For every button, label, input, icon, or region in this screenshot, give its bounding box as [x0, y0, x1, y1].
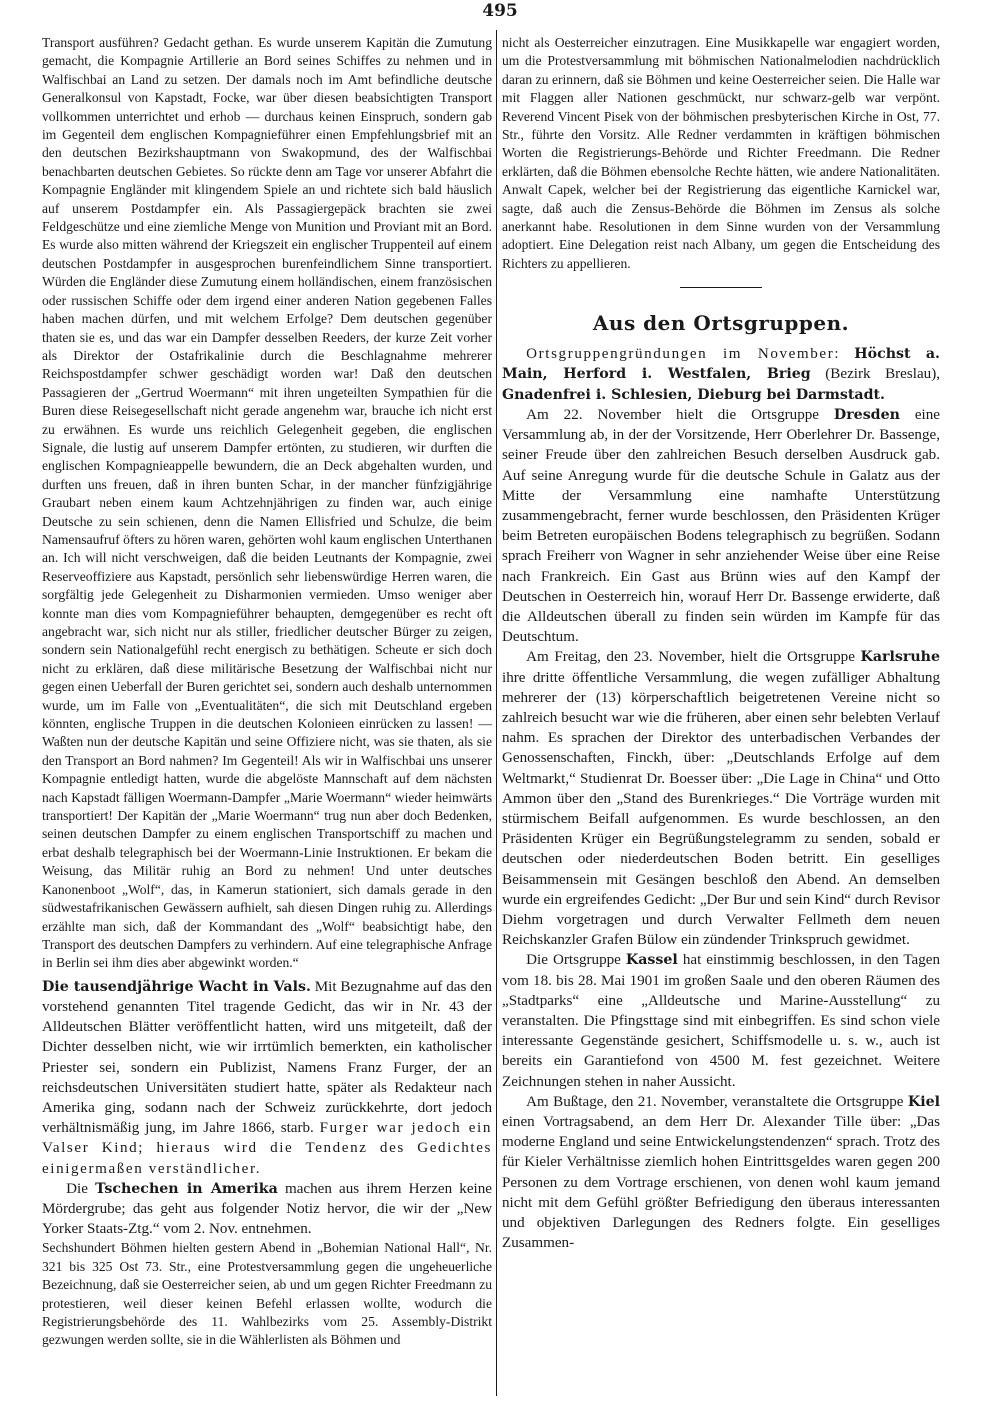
left-column [42, 34, 492, 1396]
karlsruhe-name: Karlsruhe [860, 649, 940, 666]
kassel-name: Kassel [625, 952, 678, 969]
kassel-text: hat einstimmig beschlossen, in den Tagen vom 18. bis 28. Mai 1901 im großen Saale und den oberen Räumen des „Stadtparks“ eine „Alldeutsche und Marine-Ausstellung“ zu veranstalten. Die Pfingsttage sind mit einbegriffen. Es sind schon viele interessante Gegenstände gesichert, Schiffsmodelle u. s. w., auch ist bereits ein Garantiefond von 4500 M. fest gezeichnet. Weitere Zeichnungen stehen in naher Aussicht. [502, 952, 940, 1090]
founding-paragraph [502, 344, 940, 405]
dresden-name: Dresden [833, 406, 900, 423]
quoted-report-text: Transport ausführen? Gedacht gethan. Es wurde unserem Kapitän die Zumutung gemacht, die Kompagnie Artillerie an Bord seines Schiffes zu nehmen und in Walfischbai an Land zu setzen. Der damals noch im Amt befindliche deutsche Generalkonsul von Kapstadt, Focke, war über diesen beabsichtigten Transport vollkommen unterrichtet und erhob — durchaus keinen Einspruch, sondern gab im Gegenteil dem englischen Kompagnieführer einen Empfehlungsbrief mit an den deutschen Bezirkshauptmann von Swakopmund, des der Walfischbai benachbarten deutschen Gebietes. So rückte denn am Tage vor unserer Abfahrt die Kompagnie Engländer mit klingendem Spiele an und richtete sich bald häuslich auf unserem Postdampfer ein. Als Passagiergepäck brachten sie zwei Feldgeschütze und eine ziemliche Menge von Munition und Proviant mit an Bord. Es wurde also mitten während der Kriegszeit ein englischer Truppenteil auf einem deutschen Postdampfer in ausgesprochen burenfeindlichem Sinne transportiert. Würden die Engländer diese Zumutung einem holländischen, einem französischen oder russischen Schiffe oder dem irgend einer anderen Nation gegebenen Falles haben machen dürfen, und mit welchem Erfolge? Dem deutschen gegenüber thaten sie es, und das war ein Dampfer desselben Reeders, der kurze Zeit vorher als Direktor der Ostafrikalinie durch die Beschlagnahme mehrerer Reichspostdampfer schwer geschädigt worden war! Daß den deutschen Passagieren der „Gertrud Woermann“ mit ihren ungeteilten Sympathien für die Buren diese Reisegesellschaft nicht gerade angenehm war, brauche ich nicht erst zu erwähnen. Es wurde uns reichlich Gelegenheit gegeben, die englischen Signale, die lustig auf unserem Dampfer ertönten, zu studieren, wir durften die englischen Kompagnieappelle bewundern, die an Deck abgehalten wurden, und durften uns freuen, daß in ihren bunten Schar, in der mancher fünfzigjährige Graubart neben einem kaum Achtzehnjährigen zu finden war, auch einige Deutsche zu sein schienen, denn die Namen Ellisfried und Schulze, die beim Namensaufruf öfters zu hören waren, gehörten wohl kaum englischen Unterthanen an. Ich will nicht verschweigen, daß die beiden Leutnants der Kompagnie, zwei Reserveoffiziere aus Kapstadt, persönlich sehr liebenswürdige Herren waren, die sorgfältig jede Gelegenheit zu Disharmonien vermieden. Umso weniger aber konnte man dies vom Kompagnieführer behaupten, demgegenüber es recht oft angebracht war, sich nicht nur als stiller, friedlicher deutscher Bürger zu zeigen, sondern sein Nationalgefühl recht energisch zu bethätigen. Scheute er sich doch nicht zu erklären, daß diese militärische Besetzung der Walfischbai nicht nur gegen einen Ueberfall der Buren gerichtet sei, sondern auch deshalb unternommen wurde, um im Falle von „Eventualitäten“, die sich mit Deutschland ergeben könnten, englische Truppen in die deutschen Kolonieen einrücken zu lassen! — Waßten nun der deutsche Kapitän und seine Offiziere nicht, was sie thaten, als sie den Transport an Bord nahmen? Im Gegenteil! Als wir in Walfischbai uns unserer Kompagnie entledigt hatten, wurde die abgelöste Mannschaft auf dem nächsten nach Kapstadt fälligen Woermann-Dampfer „Marie Woermann“ wieder heimwärts transportiert! Der Kapitän der „Marie Woermann“ trug nun aber doch Bedenken, seinen deutschen Dampfer zu einem englischen Transportschiff zu machen und erbat deshalb telegraphisch bei der Woermann-Linie Instruktionen. Er bekam die Weisung, das Militär ruhig an Bord zu nehmen! Und unter deutsches Kanonenboot „Wolf“, das, in Kamerun stationiert, sich damals gerade in den südwestafrikanischen Gewässern aufhielt, sah diesen Dingen ruhig zu. Allerdings erzählte man sich, daß der Kommandant des „Wolf“ beabsichtigt habe, den Transport des deutschen Dampfers zu verhindern. Auf eine telegraphische Anfrage in Berlin sei ihm dies aber abgewinkt worden.“ [42, 35, 492, 971]
wacht-text: Mit Bezugnahme auf das den vorstehend genannten Titel tragende Gedicht, das wir in Nr. 43 der Alldeutschen Blätter veröffentlicht hatten, wird uns mitgeteilt, daß der Dichter desselben nicht, wie wir irrtümlich bemerkten, ein katholischer Priester sei, sondern ein Publizist, Namens Franz Furger, der an reichsdeutschen Universitäten studiert hatte, später als Redakteur nach Amerika ging, sodann nach der Schweiz zurückkehrte, dort jedoch verhältnismäßig jung, im Jahre 1866, starb. [42, 978, 492, 1137]
founding-mid: (Bezirk Breslau), [825, 366, 940, 383]
section-rule [680, 287, 762, 288]
founding-lead: Ortsgruppengründungen im November: [526, 346, 841, 363]
tschechen-quote: Sechshundert Böhmen hielten gestern Abend in „Bohemian National Hall“, Nr. 321 bis 325 Ost 73. Str., eine Protestversammlung gegen die ungeheuerliche Bezeichnung, daß sie Oesterreicher seien, ab und um gegen Richter Freedmann zu protestieren, weil dieser keinen Befehl erlassen wollte, wodurch die Registrierungsbehörde des 11. Wahlbezirks vom 25. Assembly-Distrikt gezwungen werden sollte, sie in die Wählerlisten als Böhmen und [42, 1240, 492, 1348]
tschechen-intro: Die [66, 1180, 88, 1197]
kiel-name: Kiel [907, 1093, 940, 1110]
karlsruhe-pre: Am Freitag, den 23. November, hielt die Ortsgruppe [526, 649, 855, 666]
wacht-paragraph [42, 977, 492, 1179]
tschechen-heading: Tschechen in Amerika [95, 1180, 278, 1197]
founding-places: Höchst a. Main, Herford i. Westfalen, Brieg [502, 346, 940, 383]
page-number: 495 [482, 1, 518, 21]
wacht-text-spaced: Furger war jedoch ein Valser Kind; hieraus wird die Tendenz des Gedichtes einigermaßen verständlicher. [42, 1120, 492, 1177]
tschechen-paragraph [42, 1179, 492, 1240]
kassel-paragraph [502, 950, 940, 1091]
tschechen-text: machen aus ihrem Herzen keine Mördergrube; das geht aus folgender Notiz hervor, die wir der „New Yorker Staats-Ztg.“ vom 2. Nov. entnehmen. [42, 1180, 492, 1238]
founding-places-2: Gnadenfrei i. Schlesien, Dieburg bei Darmstadt. [502, 386, 885, 403]
section-heading: Aus den Ortsgruppen. [592, 311, 850, 336]
dresden-text: eine Versammlung ab, in der der Vorsitzende, Herr Oberlehrer Dr. Bassenge, seiner Freude über den zahlreichen Besuch derselben Ausdruck gab. Auf seine Anregung wurde für die deutsche Schule in Galatz aus der Mitte der Versammlung eine namhafte Unterstützung zusammengebracht, ferner wurde beschlossen, den Präsidenten Krüger beim Betreten europäischen Bodens telegraphisch zu begrüßen. Sodann sprach Freiherr von Wagner in sehr anziehender Weise über eine Reise nach Frankreich. Ein Gast aus Brünn wies auf den Kampf der Deutschen in Oesterreich hin, worauf Herr Dr. Bassenge erwiderte, daß die Alldeutschen überall zu finden sein würden im Kampfe für das Deutschtum. [502, 406, 940, 646]
dresden-pre: Am 22. November hielt die Ortsgruppe [526, 406, 819, 423]
kiel-paragraph [502, 1092, 940, 1254]
karlsruhe-text: ihre dritte öffentliche Versammlung, die wegen zufälliger Abhaltung mehrerer der (13) körperschaftlich beigetretenen Vereine nicht so zahlreich besucht war wie die früheren, aber einen sehr belebten Verlauf nahm. Es sprachen der Direktor des unterbadischen Verbandes der Genossenschaften, Finckh, über: „Deutschlands Erfolge auf dem Weltmarkt,“ Studienrat Dr. Boesser über: „Die Lage in China“ und Otto Ammon über den „Stand des Burenkrieges.“ Die Vorträge wurden mit stürmischem Beifall aufgenommen. Es wurde beschlossen, an den Präsidenten Krüger ein Begrüßungstelegramm zu senden, sobald er deutschen oder niederdeutschen Boden betritt. Ein geselliges Beisammensein mit Gesängen beschloß den Abend. An demselben wurde ein ergreifendes Gedicht: „Der Bur und sein Kind“ durch Revisor Diehm vorgetragen und durch Verwalter Fellmeth dem neuen Reichskanzler Grafen Bülow ein zündender Trinkspruch gewidmet. [502, 669, 940, 949]
wacht-heading: Die tausendjährige Wacht in Vals. [42, 978, 311, 995]
dresden-paragraph [502, 405, 940, 647]
quote-continuation: nicht als Oesterreicher einzutragen. Eine Musikkapelle war engagiert worden, um die Protestversammlung mit böhmischen Nationalmelodien nachdrücklich daran zu erinnern, daß sie Böhmen und keine Oesterreicher seien. Die Halle war mit Flaggen aller Nationen geschmückt, nur schwarz-gelb war verpönt. Reverend Vincent Pisek von der böhmischen presbyterischen Kirche in Ost, 77. Str., führte den Vorsitz. Alle Redner verdammten in kräftigen böhmischen Worten die Registrierungs-Behörde und Richter Freedmann. Die Redner erklärten, daß die Böhmen ebensolche Rechte hätten, wie andere Nationalitäten. Anwalt Capek, welcher bei der Registrierung das eigentliche Karnickel war, sagte, daß auch die Zensus-Behörde die Böhmen im Zensus als solche anerkannt habe. Resolutionen in dem Sinne wurden von der Versammlung adoptiert. Eine Delegation reist nach Albany, um gegen die Entscheidung des Richters zu appellieren. [502, 35, 940, 271]
kiel-pre: Am Bußtage, den 21. November, veranstaltete die Ortsgruppe [526, 1093, 904, 1110]
kiel-text: einen Vortragsabend, an dem Herr Dr. Alexander Tille über: „Das moderne England und seine Entwickelungstendenzen“ sprach. Trotz des für Kieler Verhältnisse ziemlich hohen Eintrittsgeldes waren gegen 200 Personen zu dem Vortrage erschienen, von denen wohl kaum jemand nicht mit dem Gefühl größter Befriedigung den überaus interessanten und objektiven Darlegungen des Redners folgte. Ein geselliges Zusammen- [502, 1114, 940, 1252]
karlsruhe-paragraph [502, 647, 940, 950]
right-column [502, 34, 940, 1396]
kassel-pre: Die Ortsgruppe [526, 952, 621, 969]
column-divider [496, 30, 497, 1396]
